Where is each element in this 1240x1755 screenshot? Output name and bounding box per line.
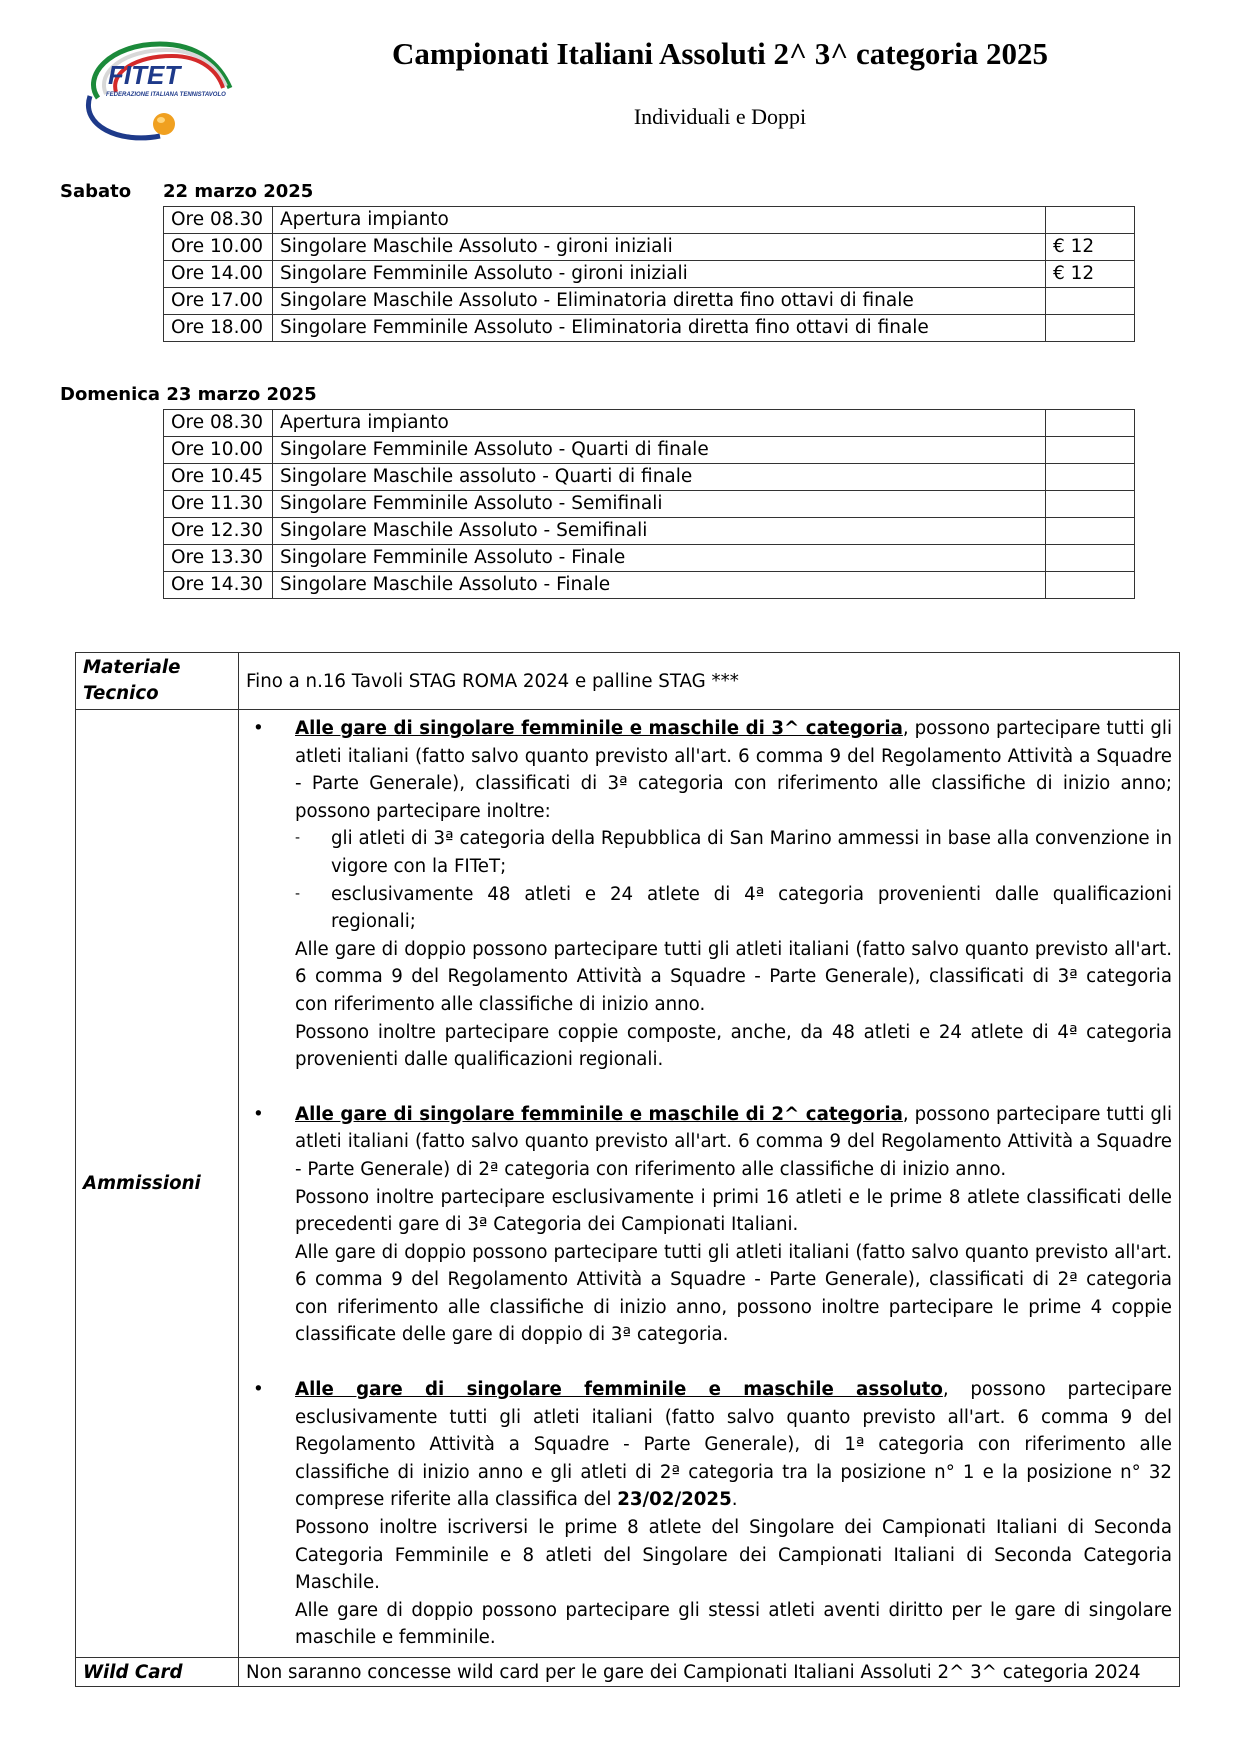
table-row: Ore 10.00 Singolare Femminile Assoluto - Quarti di finale	[164, 437, 1135, 464]
fitet-logo	[80, 36, 255, 148]
list-item: • Alle gare di singolare femminile e maschile di 3^ categoria, possono partecipare tutti gli atleti italiani (fatto salvo quanto previsto all'art. 6 comma 9 del Regolamento Attività a Squadre - Parte Generale), classificati di 3ª categoria con riferimento alle classifiche di inizio anno; possono partecipare inoltre: - gli atleti di 3ª categoria della Repubblica di San Marino ammessi in base alla convenzione in vigore con la FITeT; - esclusivamente 48 atleti e 24 atlete di 4ª categoria provenienti dalle qualificazioni regionali; Alle gare di doppio possono partecipare tutti gli atleti italiani (fatto salvo quanto previsto all'art. 6 comma 9 del Regolamento Attività a Squadre - Parte Generale), classificati di 3ª categoria con riferimento alle classifiche di inizio anno. Possono inoltre partecipare coppie composte, anche, da 48 atleti e 24 atlete di 4ª categoria provenienti dalle qualificazioni regionali.	[253, 718, 1172, 1071]
table-row: Ore 10.00 Singolare Maschile Assoluto - gironi iniziali € 12	[164, 234, 1135, 261]
list-item: • Alle gare di singolare femminile e maschile di 2^ categoria, possono partecipare tutti gli atleti italiani (fatto salvo quanto previsto all'art. 6 comma 9 del Regolamento Attività a Squadre - Parte Generale) di 2ª categoria con riferimento alle classifiche di inizio anno. Possono inoltre partecipare esclusivamente i primi 16 atleti e le prime 8 atlete classificati delle precedenti gare di 3ª Categoria dei Campionati Italiani. Alle gare di doppio possono partecipare tutti gli atleti italiani (fatto salvo quanto previsto all'art. 6 comma 9 del Regolamento Attività a Squadre - Parte Generale), classificati di 2ª categoria con riferimento alle classifiche di inizio anno, possono inoltre partecipare le prime 4 coppie classificate delle gare di doppio di 3ª categoria.	[253, 1103, 1172, 1346]
saturday-day: Sabato	[60, 181, 132, 202]
section-heading: Alle gare di singolare femminile e maschile assoluto	[295, 1379, 943, 1401]
saturday-date: 22 marzo 2025	[163, 181, 314, 202]
table-row	[76, 710, 1180, 1658]
table-row: Ore 10.45 Singolare Maschile assoluto - Quarti di finale	[164, 464, 1135, 491]
table-row: Ore 12.30 Singolare Maschile Assoluto - Semifinali	[164, 518, 1135, 545]
table-row: Ore 17.00 Singolare Maschile Assoluto - Eliminatoria diretta fino ottavi di finale	[164, 288, 1135, 315]
table-row: Ore 08.30 Apertura impianto	[164, 207, 1135, 234]
ammissioni-content	[239, 710, 1180, 1658]
table-row: Ore 14.30 Singolare Maschile Assoluto - Finale	[164, 572, 1135, 599]
page-title: Campionati Italiani Assoluti 2^ 3^ categoria 2025	[391, 36, 1049, 71]
list-item: • Alle gare di singolare femminile e maschile assoluto, possono partecipare esclusivamente tutti gli atleti italiani (fatto salvo quanto previsto all'art. 6 comma 9 del Regolamento Attività a Squadre - Parte Generale), di 1ª categoria con riferimento alle classifiche di inizio anno e gli atleti di 2ª categoria tra la posizione n° 1 e la posizione n° 32 comprese riferite alla classifica del 23/02/2025. Possono inoltre iscriversi le prime 8 atlete del Singolare dei Campionati Italiani di Seconda Categoria Femminile e 8 atleti del Singolare dei Campionati Italiani di Seconda Categoria Maschile. Alle gare di doppio possono partecipare gli stessi atleti aventi diritto per le gare di singolare maschile e femminile.	[253, 1379, 1172, 1649]
section-heading: Alle gare di singolare femminile e maschile di 2^ categoria	[295, 1103, 903, 1125]
table-row: Ore 13.30 Singolare Femminile Assoluto - Finale	[164, 545, 1135, 572]
svg-text:FITET: FITET	[108, 60, 181, 90]
table-row: Ore 14.00 Singolare Femminile Assoluto - gironi iniziali € 12	[164, 261, 1135, 288]
ammissioni-label: Ammissioni	[76, 710, 239, 1658]
saturday-schedule-table	[163, 206, 1135, 342]
info-table	[75, 652, 1180, 1687]
materiale-label: Materiale Tecnico	[76, 653, 239, 710]
sunday-day: Domenica 23 marzo 2025	[60, 384, 317, 405]
svg-text:FEDERAZIONE ITALIANA TENNISTAV: FEDERAZIONE ITALIANA TENNISTAVOLO	[106, 92, 226, 98]
section-heading: Alle gare di singolare femminile e maschile di 3^ categoria	[295, 718, 903, 739]
wildcard-label: Wild Card	[76, 1658, 239, 1687]
sunday-schedule-table	[163, 409, 1135, 599]
table-row: Ore 08.30 Apertura impianto	[164, 410, 1135, 437]
wildcard-text: Non saranno concesse wild card per le gare dei Campionati Italiani Assoluti 2^ 3^ categoria 2024	[239, 1658, 1180, 1687]
table-row: Ore 18.00 Singolare Femminile Assoluto - Eliminatoria diretta fino ottavi di finale	[164, 315, 1135, 342]
table-row	[76, 1658, 1180, 1687]
table-row	[76, 653, 1180, 710]
page-subtitle: Individuali e Doppi	[633, 104, 807, 129]
table-row: Ore 11.30 Singolare Femminile Assoluto - Semifinali	[164, 491, 1135, 518]
materiale-text: Fino a n.16 Tavoli STAG ROMA 2024 e palline STAG ***	[239, 653, 1180, 710]
